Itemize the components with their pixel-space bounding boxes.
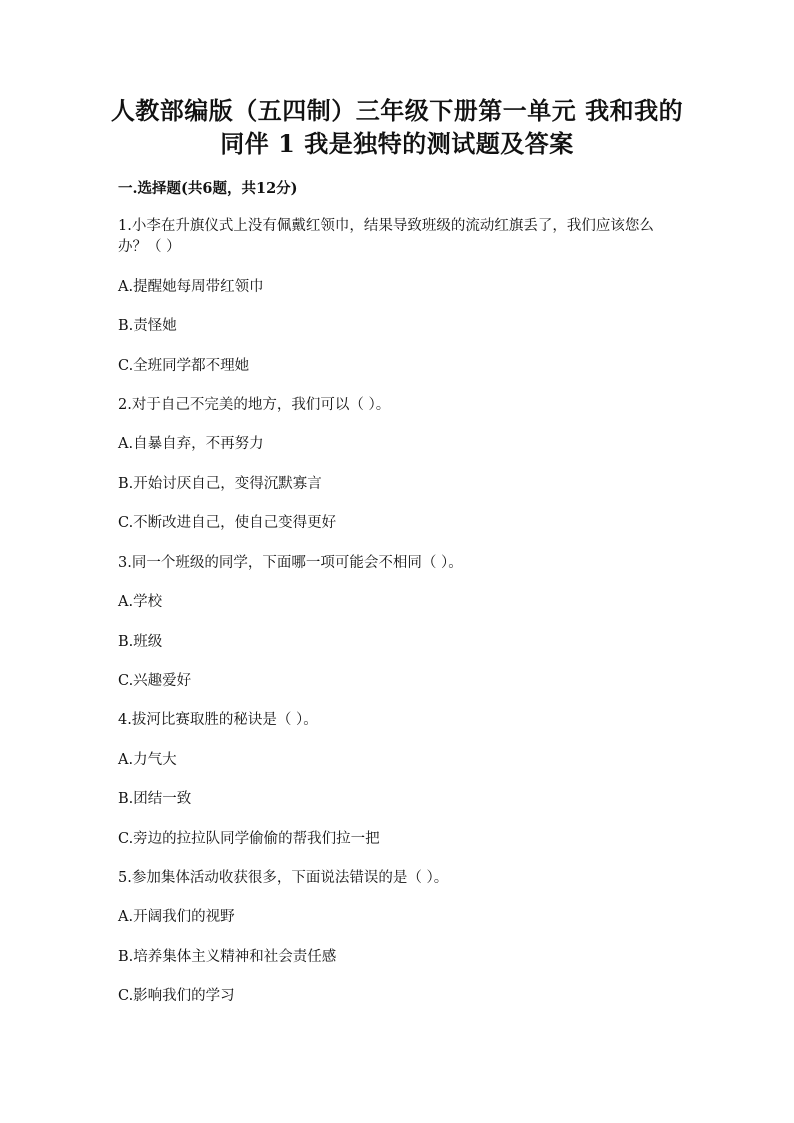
- question-2-option-b: B.开始讨厌自己，变得沉默寡言: [118, 476, 322, 492]
- question-3-option-b: B.班级: [118, 634, 163, 650]
- question-5-option-a: A.开阔我们的视野: [118, 909, 235, 925]
- question-4-option-a: A.力气大: [118, 752, 177, 768]
- question-1-stem: 1.小李在升旗仪式上没有佩戴红领巾，结果导致班级的流动红旗丢了，我们应该您么办？（ ）: [118, 218, 654, 255]
- question-4-option-b: B.团结一致: [118, 791, 192, 807]
- question-3-stem: 3.同一个班级的同学，下面哪一项可能会不相同（ ）。: [118, 555, 463, 571]
- question-5-option-c: C.影响我们的学习: [118, 988, 235, 1004]
- question-5-option-b: B.培养集体主义精神和社会责任感: [118, 949, 337, 965]
- question-5-stem: 5.参加集体活动收获很多，下面说法错误的是（ ）。: [118, 870, 449, 886]
- question-1-option-b: B.责怪她: [118, 318, 177, 334]
- question-2-option-c: C.不断改进自己，使自己变得更好: [118, 515, 337, 531]
- question-4-option-c: C.旁边的拉拉队同学偷偷的帮我们拉一把: [118, 831, 380, 847]
- question-1-option-a: A.提醒她每周带红领巾: [118, 279, 264, 295]
- question-2-stem: 2.对于自己不完美的地方，我们可以（ ）。: [118, 397, 391, 413]
- question-1-option-c: C.全班同学都不理她: [118, 358, 250, 374]
- question-2-option-a: A.自暴自弃，不再努力: [118, 436, 264, 452]
- question-4-stem: 4.拔河比赛取胜的秘诀是（ ）。: [118, 712, 318, 728]
- question-3-option-a: A.学校: [118, 594, 163, 610]
- section-heading: 一.选择题(共6题，共12分): [118, 180, 298, 197]
- question-3-option-c: C.兴趣爱好: [118, 673, 192, 689]
- document-title: 人教部编版（五四制）三年级下册第一单元 我和我的同伴 1 我是独特的测试题及答案: [110, 96, 684, 158]
